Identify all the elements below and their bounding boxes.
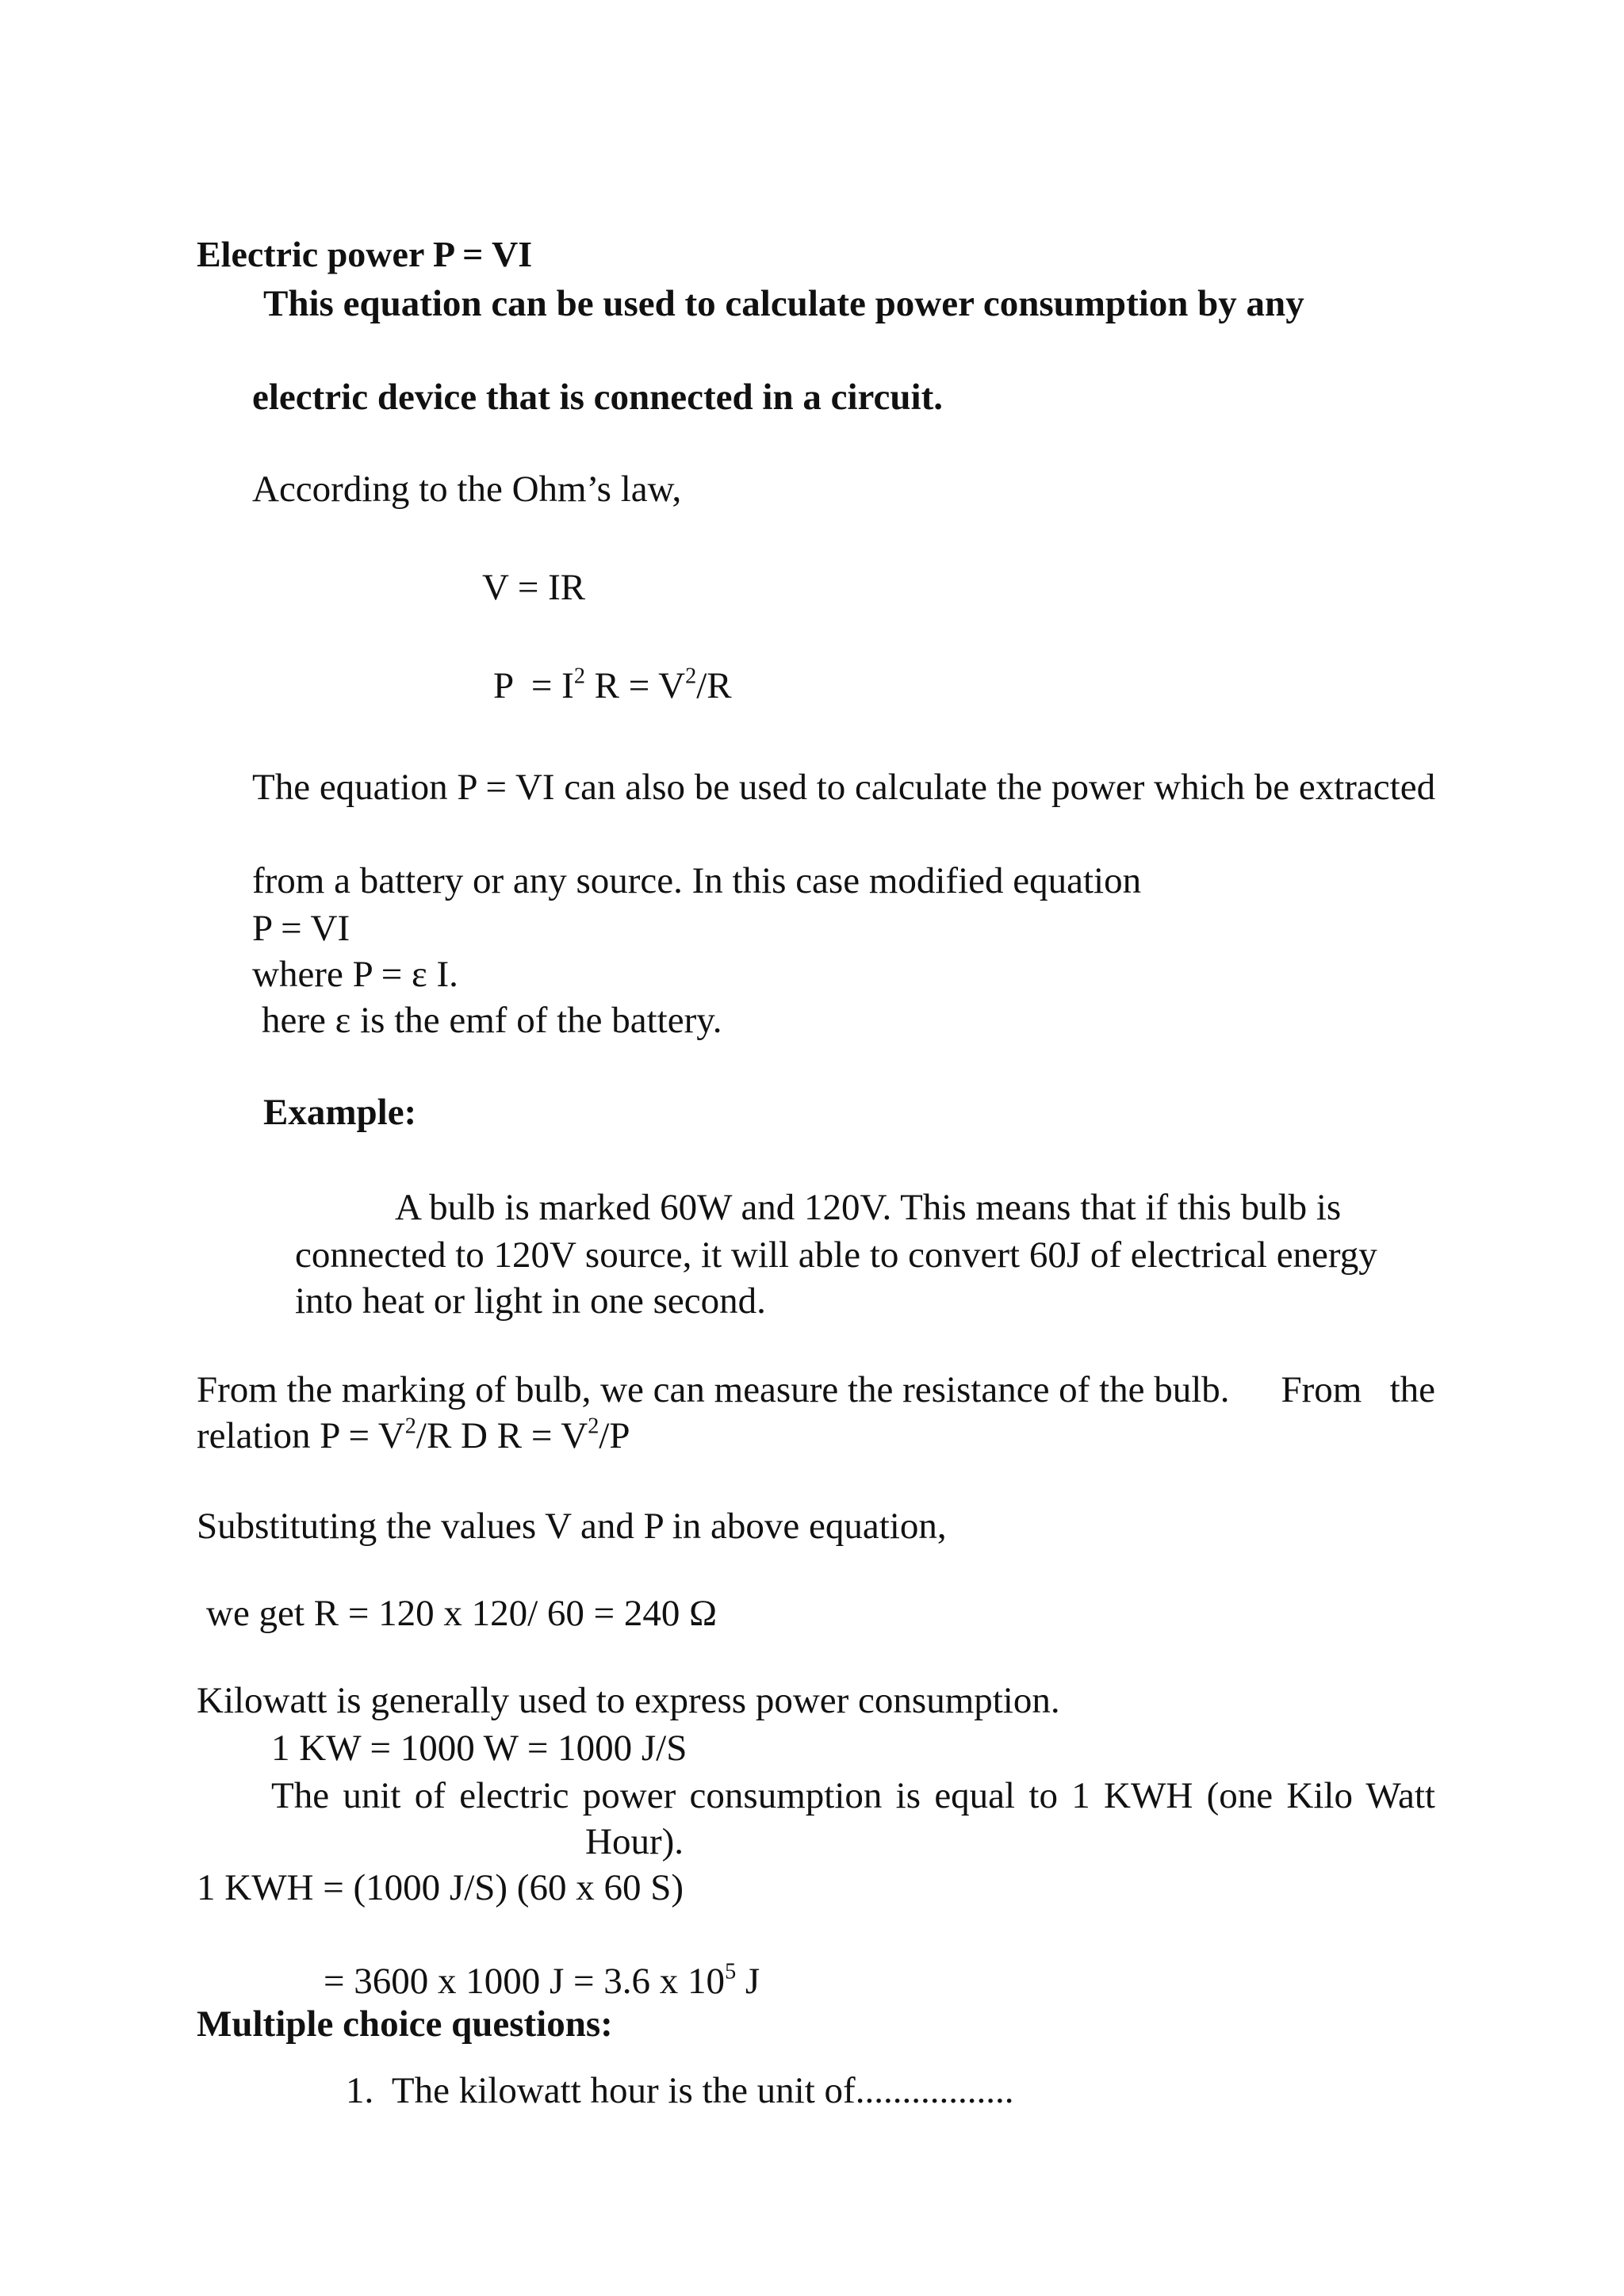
resistance-line-2: [197, 1414, 630, 1456]
substituting-line: Substituting the values V and P in above equation,: [197, 1506, 947, 1547]
relation-part-c: /P: [599, 1415, 630, 1456]
ohm-equation-1: V = IR: [482, 567, 586, 608]
eq2-exponent: 2: [685, 664, 697, 689]
ohm-equation-2: [493, 664, 732, 706]
relation-exponent: 2: [404, 1414, 416, 1439]
source-line-4: where P = ε I.: [252, 954, 458, 995]
source-line-2: from a battery or any source. In this case modified equation: [252, 860, 1142, 901]
kilowatt-line-4: Hour).: [585, 1821, 684, 1862]
eq2-mid: R = V: [584, 665, 686, 706]
source-line-3: P = VI: [252, 908, 350, 949]
eq2-lead: P = I: [493, 665, 574, 706]
eq2-exponent: 2: [573, 664, 585, 689]
intro-line-1: This equation can be used to calculate power consumption by any: [263, 283, 1304, 324]
relation-part-a: relation P = V: [197, 1415, 405, 1456]
resistance-line-1-tail: From the: [1281, 1369, 1435, 1410]
ohm-intro: According to the Ohm’s law,: [252, 469, 682, 510]
example-line-1: A bulb is marked 60W and 120V. This means that if this bulb is: [395, 1187, 1342, 1228]
eq2-tail: /R: [696, 665, 732, 706]
example-line-2: connected to 120V source, it will able to convert 60J of electrical energy: [295, 1234, 1377, 1276]
intro-line-2: electric device that is connected in a circuit.: [252, 377, 943, 418]
heading-formula: P = VI: [433, 234, 533, 274]
relation-part-b: /R D R = V: [416, 1415, 588, 1456]
kwh-value-part-a: = 3600 x 1000 J = 3.6 x 10: [324, 1961, 726, 2002]
mcq-heading: Multiple choice questions:: [197, 2003, 613, 2045]
kilowatt-line-1: Kilowatt is generally used to express power consumption.: [197, 1680, 1060, 1721]
result-line: we get R = 120 x 120/ 60 = 240 Ω: [206, 1593, 718, 1634]
kwh-exponent: 5: [725, 1959, 737, 1984]
relation-exponent: 2: [588, 1414, 599, 1439]
source-line-1: The equation P = VI can also be used to calculate the power which be extracted: [252, 767, 1436, 808]
question-text: The kilowatt hour is the unit of.................: [391, 2070, 1014, 2111]
kilowatt-line-6: [324, 1959, 760, 2002]
kwh-value-part-b: J: [736, 1961, 760, 2002]
kilowatt-line-5: 1 KWH = (1000 J/S) (60 x 60 S): [197, 1867, 684, 1908]
source-line-5: here ε is the emf of the battery.: [262, 1000, 722, 1041]
resistance-line-1: From the marking of bulb, we can measure the resistance of the bulb.: [197, 1369, 1230, 1410]
question-number: 1.: [346, 2070, 374, 2111]
heading-label: Electric power: [197, 234, 424, 274]
example-line-3: into heat or light in one second.: [295, 1280, 766, 1322]
heading-line: [197, 236, 532, 273]
kilowatt-line-2: 1 KW = 1000 W = 1000 J/S: [271, 1728, 688, 1769]
kilowatt-line-3: The unit of electric power consumption is equal to 1 KWH (one Kilo Watt: [271, 1775, 1435, 1816]
example-heading: Example:: [263, 1092, 417, 1133]
mcq-question-1: [346, 2072, 1013, 2110]
